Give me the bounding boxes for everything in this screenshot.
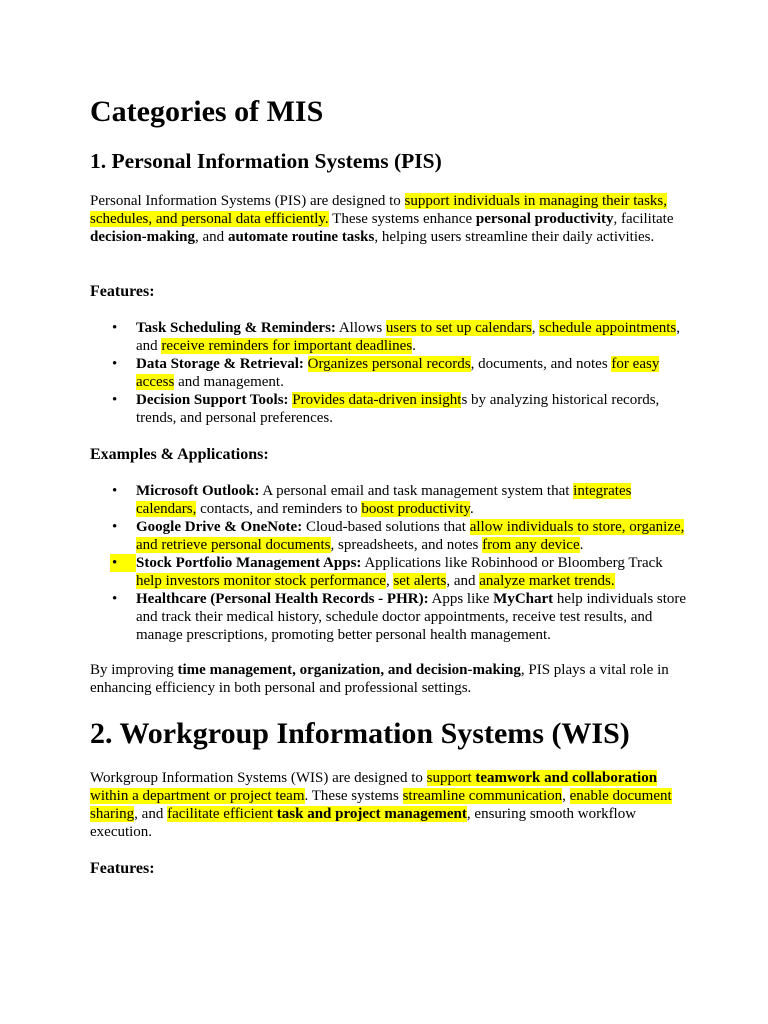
section1-features-heading: Features:: [90, 283, 155, 300]
section1-intro-paragraph: Personal Information Systems (PIS) are designed to support individuals in managing their tasks, schedules, and personal data efficiently. These systems enhance personal productivity, facilitate decision-making, and automate routine tasks, helping users streamline their daily activities.: [90, 193, 674, 245]
section2-intro-paragraph: Workgroup Information Systems (WIS) are designed to support teamwork and collaboration within a department or project team. These systems streamline communication, enable document sharing, and facilitate efficient task and project management, ensuring smooth workflow execution.: [90, 770, 672, 840]
list-item: • Stock Portfolio Management Apps: Applications like Robinhood or Bloomberg Track help investors monitor stock performance, set alerts, and analyze market trends.: [112, 555, 663, 589]
list-item: • Task Scheduling & Reminders: Allows users to set up calendars, schedule appointments, and receive reminders for important deadlines.: [112, 320, 681, 354]
section1-features-list: [90, 319, 690, 427]
section1-examples-list: [90, 482, 690, 644]
bullet: •: [112, 356, 118, 372]
bullet: •: [112, 519, 118, 535]
list-item: • Data Storage & Retrieval: Organizes personal records, documents, and notes for easy access and management.: [112, 356, 660, 390]
list-item: • Microsoft Outlook: A personal email and task management system that integrates calendars, contacts, and reminders to boost productivity.: [112, 483, 632, 517]
bullet: •: [112, 483, 118, 499]
section1-examples-heading: Examples & Applications:: [90, 446, 269, 463]
page-title: Categories of MIS: [90, 95, 324, 128]
bullet: •: [112, 320, 118, 336]
list-item: • Decision Support Tools: Provides data-driven insights by analyzing historical records, trends, and personal preferences.: [112, 392, 660, 426]
section2-heading: 2. Workgroup Information Systems (WIS): [90, 717, 630, 750]
highlight: support individuals in managing their tasks, schedules, and personal data efficiently.: [90, 193, 668, 227]
list-item: • Google Drive & OneNote: Cloud-based solutions that allow individuals to store, organize, and retrieve personal documents, spreadsheets, and notes from any device.: [112, 519, 685, 553]
section1-heading: 1. Personal Information Systems (PIS): [90, 149, 442, 173]
bullet: •: [112, 392, 118, 408]
section1-conclusion-paragraph: By improving time management, organization, and decision-making, PIS plays a vital role in enhancing efficiency in both personal and professional settings.: [90, 662, 669, 696]
bullet: •: [110, 554, 136, 572]
section2-features-heading: Features:: [90, 860, 155, 877]
bullet: •: [112, 591, 118, 607]
list-item: • Healthcare (Personal Health Records - PHR): Apps like MyChart help individuals store and track their medical history, schedule doctor appointments, receive test results, and manage prescriptions, promoting better personal health management.: [112, 591, 687, 643]
